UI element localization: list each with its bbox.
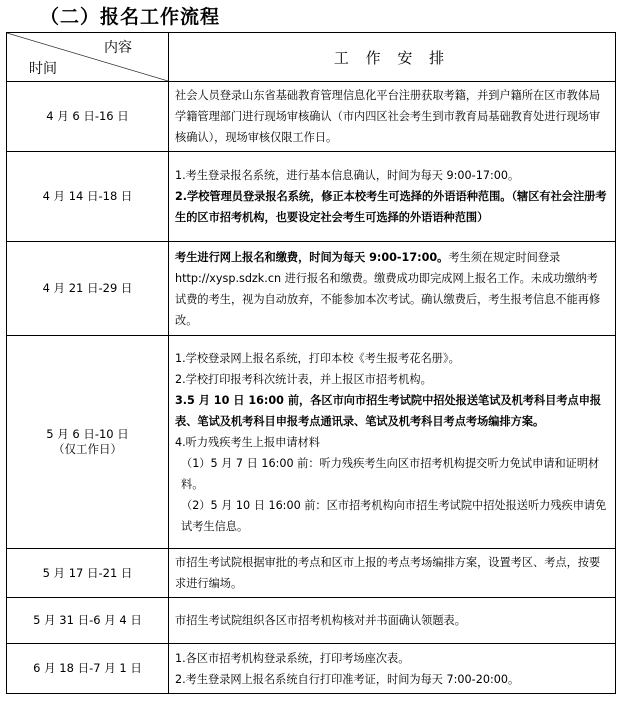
date-cell — [7, 242, 169, 336]
arrangement-header-label: 工 作 安 排 — [169, 33, 616, 82]
date-cell — [7, 549, 169, 598]
date-cell — [7, 152, 169, 242]
arrangement-line — [175, 247, 609, 331]
arrangement-cell — [169, 549, 616, 598]
date-text: 4 月 6 日-16 日 — [46, 109, 129, 123]
date-text: 6 月 18 日-7 月 1 日 — [33, 661, 142, 675]
arrangement-line: （1）5 月 7 日 16:00 前：听力残疾考生向区市招考机构提交听力免试申请和证明材料。 — [181, 456, 600, 491]
arrangement-line: 1.学校登录网上报名系统，打印本校《考生报考花名册》。 — [175, 351, 460, 365]
content-header-label: 内容 — [104, 40, 132, 56]
table-row — [7, 598, 616, 644]
arrangement-line: 3.5 月 10 日 16:00 前，各区市向市招生考试院中招处报送笔试及机考科目考点申报表、笔试及机考科目申报考点通讯录、笔试及机考科目考点考场编排方案。 — [175, 393, 602, 428]
arrangement-cell — [169, 82, 616, 152]
table-row — [7, 152, 616, 242]
arrangement-line: 社会人员登录山东省基础教育管理信息化平台注册获取考籍，并到户籍所在区市教体局学籍管理部门进行现场审核确认（市内四区社会考生到市教育局基础教育处进行现场审核确认），现场审核仅限工作日。 — [175, 89, 601, 144]
table-header-row — [7, 33, 616, 82]
date-text: 5 月 31 日-6 月 4 日 — [33, 613, 142, 627]
arrangement-cell — [169, 598, 616, 644]
arrangement-cell — [169, 336, 616, 549]
date-cell — [7, 82, 169, 152]
arrangement-cell — [169, 152, 616, 242]
date-cell — [7, 598, 169, 644]
arrangement-line: 市招生考试院组织各区市招考机构核对并书面确认领题表。 — [175, 614, 466, 627]
date-text: 5 月 17 日-21 日 — [42, 565, 133, 580]
section-title: （二）报名工作流程 — [40, 6, 221, 28]
arrangement-line: 2.学校打印报考科次统计表，并上报区市招考机构。 — [175, 372, 432, 386]
header-diagonal-cell — [7, 33, 169, 82]
registration-schedule-table — [6, 32, 616, 694]
arrangement-line: 1.各区市招考机构登录系统，打印考场座次表。 — [175, 651, 410, 665]
arrangement-line: 4.听力残疾考生上报申请材料 — [175, 435, 320, 449]
table-row — [7, 242, 616, 336]
table-row — [7, 549, 616, 598]
table-row — [7, 82, 616, 152]
arrangement-cell — [169, 644, 616, 694]
date-text: 4 月 21 日-29 日 — [42, 281, 133, 295]
arrangement-line-rest: 考生须在规定时间登录 http://xysp.sdzk.cn 进行报名和缴费。缴费成功即完成网上报名工作。未成功缴纳考试费的考生，视为自动放弃，不能参加本次考试。确认缴费后，考生报考信息不能再修改。 — [175, 250, 601, 327]
table-row — [7, 644, 616, 694]
arrangement-line: 市招生考试院根据审批的考点和区市上报的考点考场编排方案，设置考区、考点，按要求进行编场。 — [175, 556, 601, 590]
arrangement-line: 2.学校管理员登录报名系统，修正本校考生可选择的外语语种范围。（辖区有社会注册考生的区市招考机构，也要设定社会考生可选择的外语语种范围） — [175, 190, 607, 224]
date-note: （仅工作日） — [53, 442, 122, 456]
arrangement-line: （2）5 月 10 日 16:00 前：区市招考机构向市招生考试院中招处报送听力残疾申请免试考生信息。 — [181, 498, 607, 533]
arrangement-line: 2.考生登录网上报名系统自行打印准考证，时间为每天 7:00-20:00。 — [175, 672, 520, 686]
date-cell — [7, 336, 169, 549]
date-text: 4 月 14 日-18 日 — [42, 189, 133, 203]
date-cell — [7, 644, 169, 694]
date-text: 5 月 6 日-10 日 — [46, 427, 129, 441]
time-header-label: 时间 — [29, 61, 57, 77]
arrangement-cell — [169, 242, 616, 336]
arrangement-line: 1.考生登录报名系统，进行基本信息确认，时间为每天 9:00-17:00。 — [175, 169, 520, 182]
table-row — [7, 336, 616, 549]
arrangement-line-bold: 考生进行网上报名和缴费，时间为每天 9:00-17:00。 — [175, 250, 449, 264]
